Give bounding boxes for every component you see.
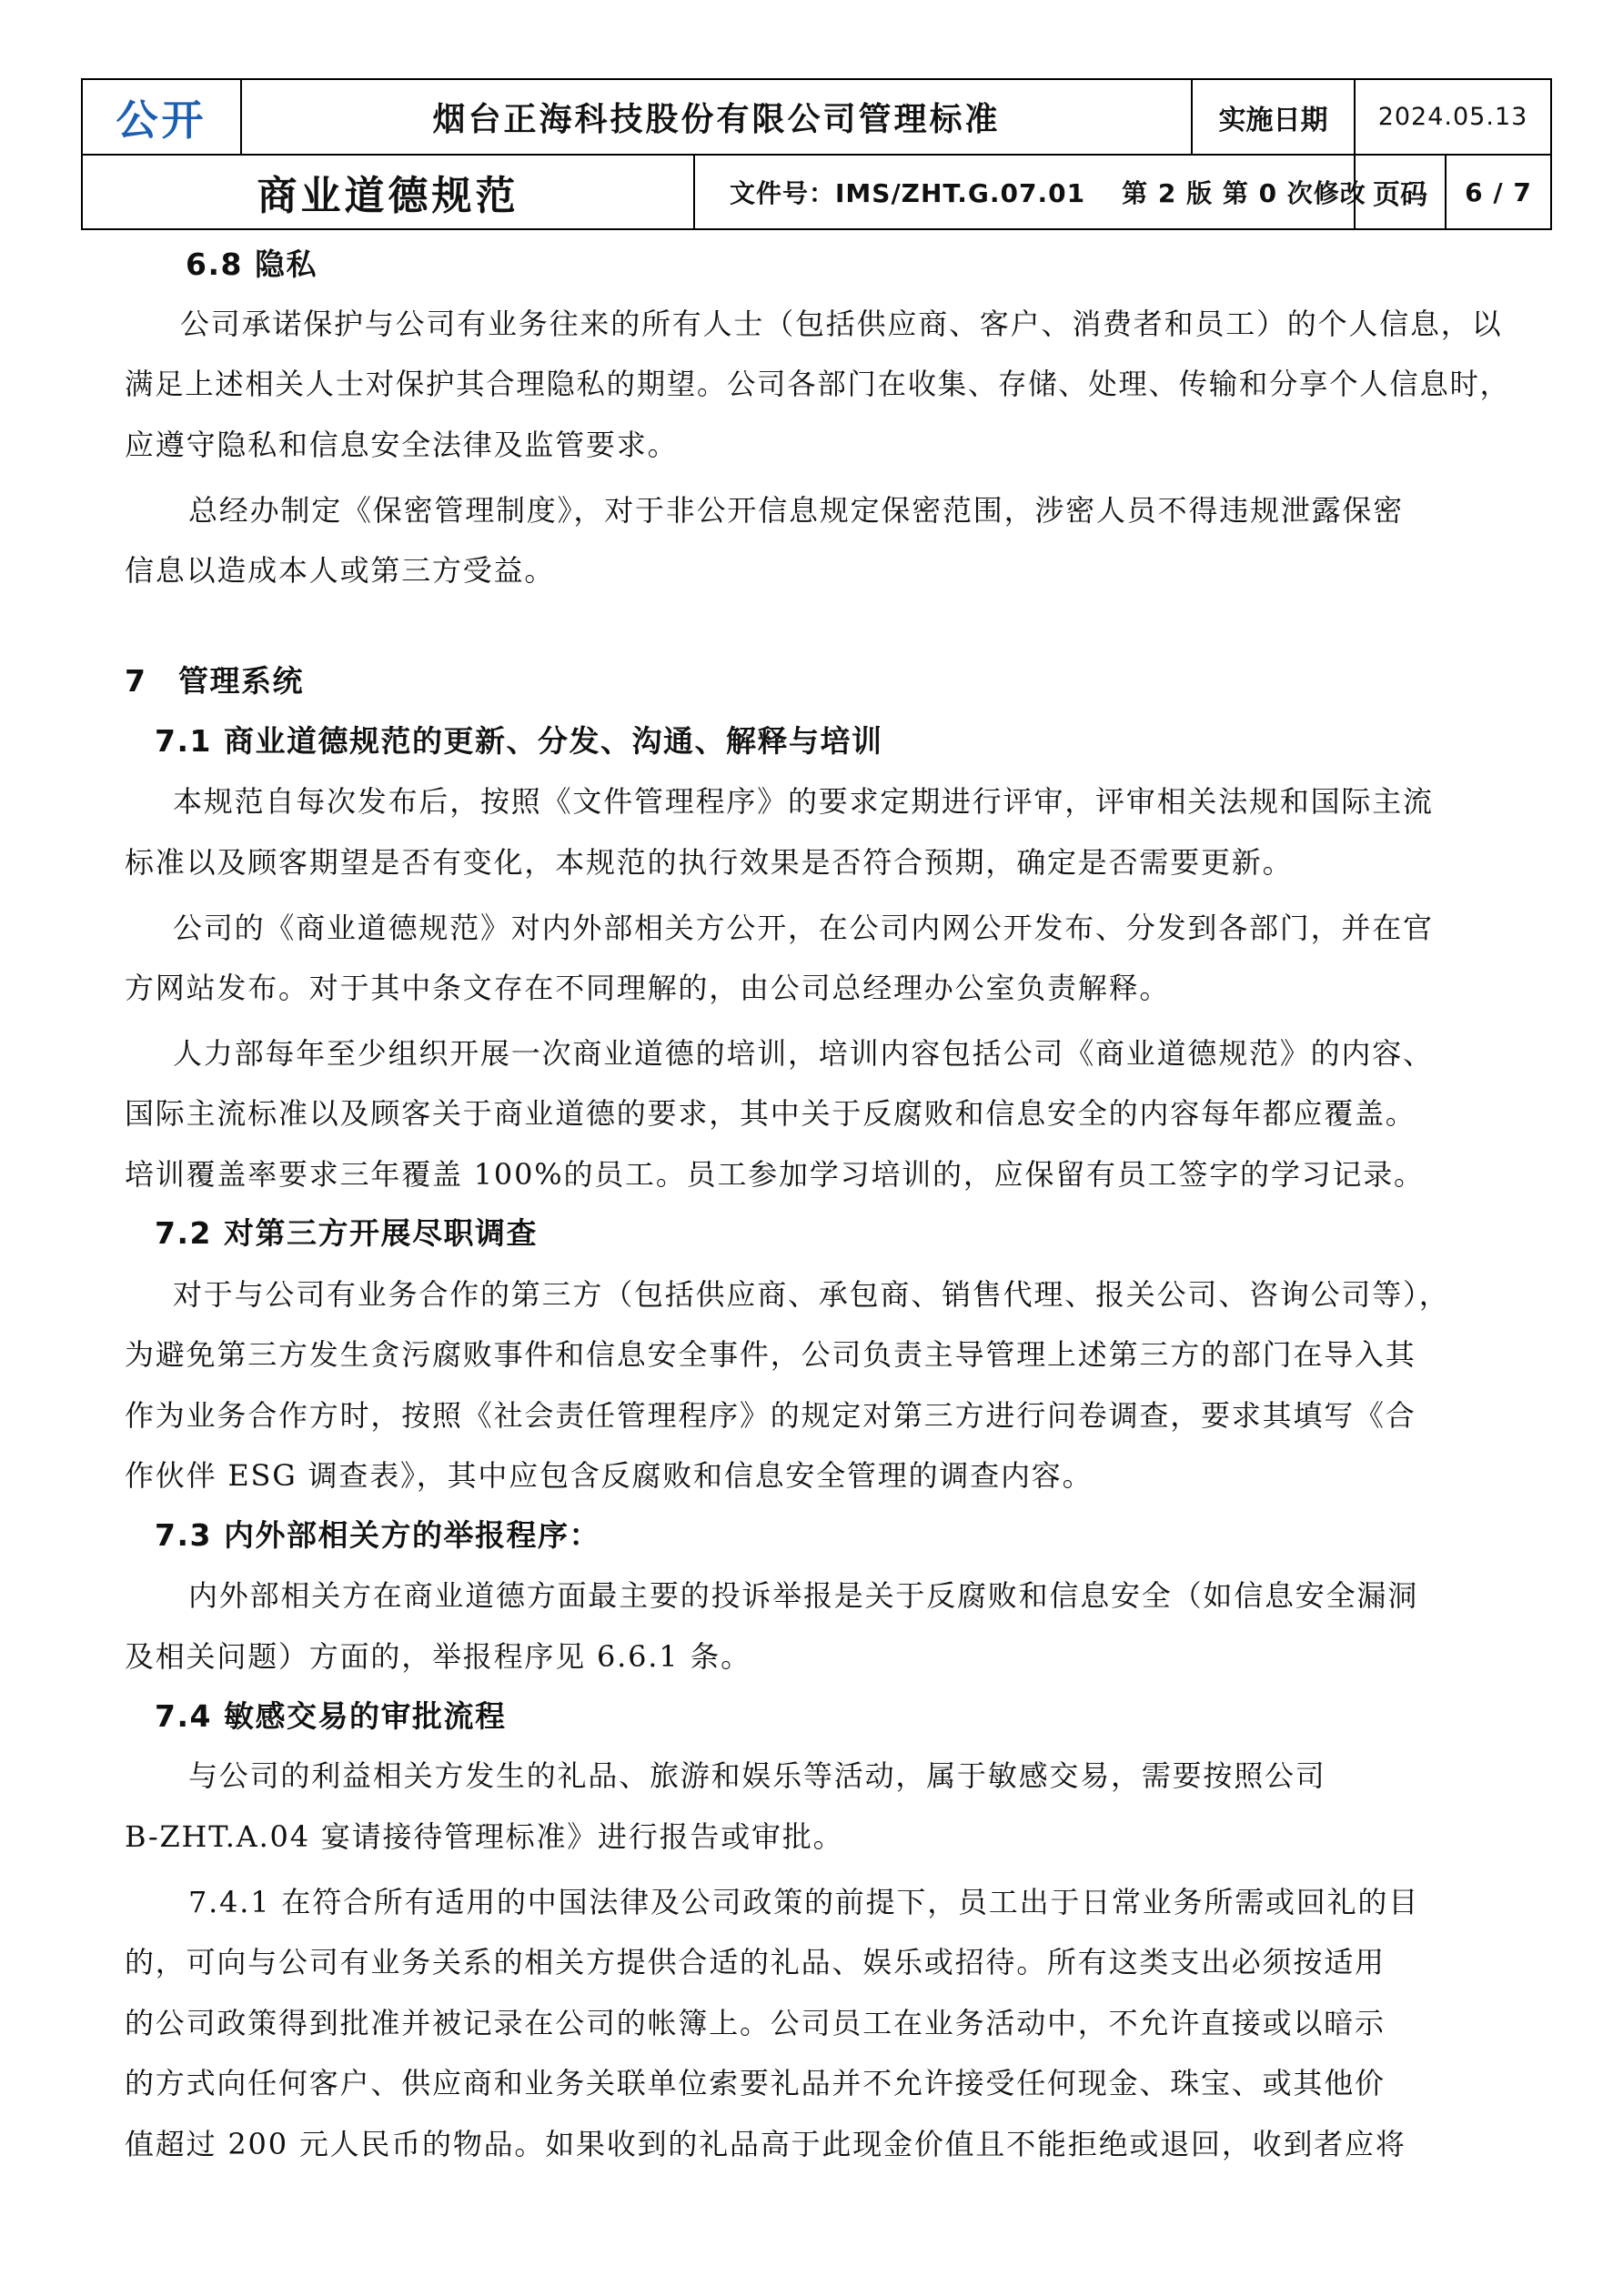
paragraph-line: 对于与公司有业务合作的第三方（包括供应商、承包商、销售代理、报关公司、咨询公司等），	[173, 1277, 1450, 1312]
document-number-cell	[695, 156, 1366, 228]
page-label: 页码	[1373, 179, 1427, 211]
paragraph-line: 作为业务合作方时，按照《社会责任管理程序》的规定对第三方进行问卷调查，要求其填写《合	[125, 1398, 1416, 1433]
paragraph-line: 作伙伴 ESG 调查表》，其中应包含反腐败和信息安全管理的调查内容。	[125, 1458, 1094, 1493]
section-7-1-heading: 7.1 商业道德规范的更新、分发、沟通、解释与培训	[155, 723, 883, 759]
paragraph-line: 培训覆盖率要求三年覆盖 100%的员工。员工参加学习培训的，应保留有员工签字的学习记录。	[125, 1157, 1425, 1192]
paragraph-line: 值超过 200 元人民币的物品。如果收到的礼品高于此现金价值且不能拒绝或退回，收到者应将	[125, 2127, 1406, 2161]
section-7-2-heading: 7.2 对第三方开展尽职调查	[155, 1215, 538, 1251]
public-label: 公开	[116, 95, 207, 145]
paragraph-line: 标准以及顾客期望是否有变化，本规范的执行效果是否符合预期，确定是否需要更新。	[125, 845, 1294, 880]
paragraph-line: 的公司政策得到批准并被记录在公司的帐簿上。公司员工在业务活动中，不允许直接或以暗示	[125, 2006, 1386, 2040]
paragraph-line: 总经办制定《保密管理制度》，对于非公开信息规定保密范围，涉密人员不得违规泄露保密	[188, 493, 1405, 528]
paragraph-line: 与公司的利益相关方发生的礼品、旅游和娱乐等活动，属于敏感交易，需要按照公司	[188, 1758, 1326, 1793]
section-7-3-heading: 7.3 内外部相关方的举报程序：	[155, 1517, 600, 1553]
paragraph-line: 国际主流标准以及顾客关于商业道德的要求，其中关于反腐败和信息安全的内容每年都应覆盖。	[125, 1096, 1416, 1131]
paragraph-line: 及相关问题）方面的，举报程序见 6.6.1 条。	[125, 1639, 751, 1674]
section-7-4-heading: 7.4 敏感交易的审批流程	[155, 1698, 507, 1734]
paragraph-line: 的方式向任何客户、供应商和业务关联单位索要礼品并不允许接受任何现金、珠宝、或其他价	[125, 2066, 1386, 2100]
document-header-table	[81, 78, 1552, 230]
document-number: 文件号：IMS/ZHT.G.07.01	[730, 178, 1086, 208]
paragraph-line: 为避免第三方发生贪污腐败事件和信息安全事件，公司负责主导管理上述第三方的部门在导入其	[125, 1337, 1416, 1372]
paragraph-line: 公司的《商业道德规范》对内外部相关方公开，在公司内网公开发布、分发到各部门，并在官	[173, 911, 1434, 945]
paragraph-line: 信息以造成本人或第三方受益。	[125, 553, 556, 588]
paragraph-line: B-ZHT.A.04 宴请接待管理标准》进行报告或审批。	[125, 1819, 844, 1854]
paragraph-line: 人力部每年至少组织开展一次商业道德的培训，培训内容包括公司《商业道德规范》的内容、	[173, 1036, 1434, 1071]
page-number: 6 / 7	[1465, 176, 1532, 207]
paragraph-line: 方网站发布。对于其中条文存在不同理解的，由公司总经理办公室负责解释。	[125, 971, 1171, 1005]
paragraph-line: 应遵守隐私和信息安全法律及监管要求。	[125, 428, 679, 462]
section-6-8-heading: 6.8 隐私	[186, 247, 318, 282]
paragraph-line: 满足上述相关人士对保护其合理隐私的期望。公司各部门在收集、存储、处理、传输和分享个人信息时，	[125, 367, 1510, 401]
document-version: 第 2 版 第 0 次修改	[1122, 178, 1366, 208]
paragraph-line: 7.4.1 在符合所有适用的中国法律及公司政策的前提下，员工出于日常业务所需或回礼的目	[188, 1885, 1419, 1919]
implementation-date-value: 2024.05.13	[1377, 103, 1528, 131]
implementation-date-label: 实施日期	[1218, 104, 1328, 136]
document-title: 商业道德规范	[257, 173, 519, 219]
paragraph-line: 公司承诺保护与公司有业务往来的所有人士（包括供应商、客户、消费者和员工）的个人信息，以	[180, 307, 1503, 341]
paragraph-line: 内外部相关方在商业道德方面最主要的投诉举报是关于反腐败和信息安全（如信息安全漏洞	[188, 1578, 1419, 1613]
company-title: 烟台正海科技股份有限公司管理标准	[432, 101, 1001, 138]
paragraph-line: 本规范自每次发布后，按照《文件管理程序》的要求定期进行评审，评审相关法规和国际主流	[173, 784, 1434, 819]
paragraph-line: 的，可向与公司有业务关系的相关方提供合适的礼品、娱乐或招待。所有这类支出必须按适用	[125, 1945, 1386, 1979]
section-7-heading: 7 管理系统	[125, 663, 304, 699]
